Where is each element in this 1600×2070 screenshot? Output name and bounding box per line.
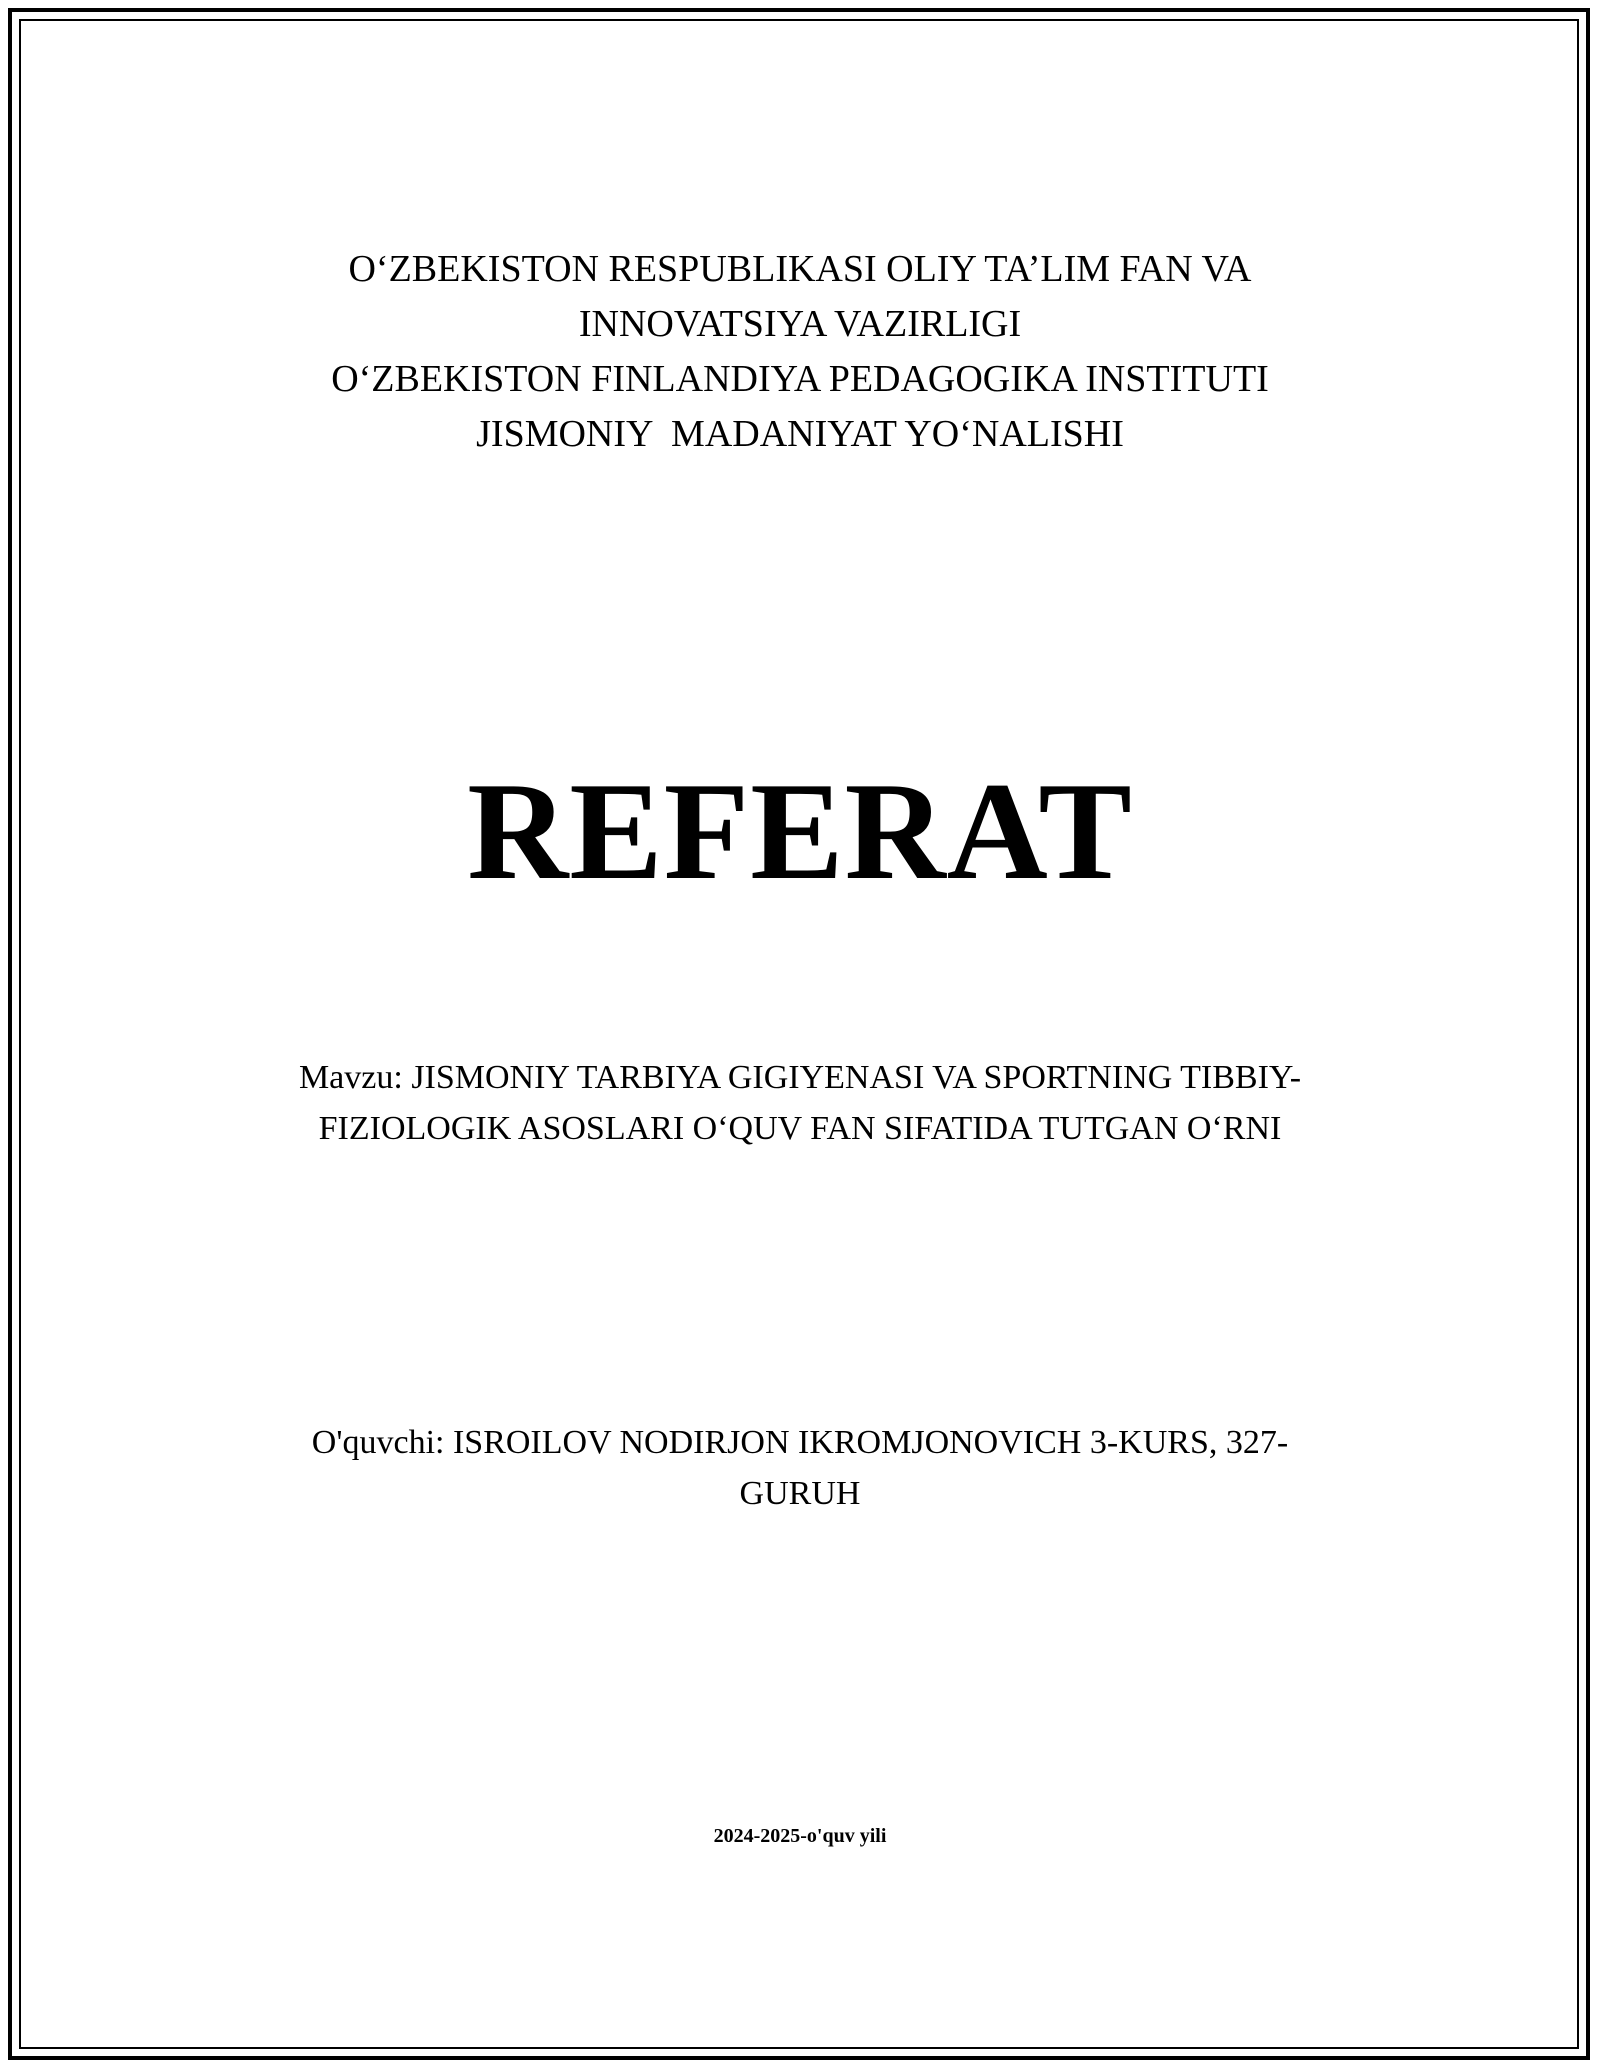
student-block [0,1417,1600,1519]
student-line-1: O'quvchi: ISROILOV NODIRJON IKROMJONOVICH 3-KURS, 327- [311,1424,1289,1461]
topic-line-2: FIZIOLOGIK ASOSLARI O‘QUV FAN SIFATIDA TUTGAN O‘RNI [318,1110,1282,1147]
header-line-ministry-2: INNOVATSIYA VAZIRLIGI [578,303,1022,345]
institution-header [0,242,1600,462]
academic-year: 2024-2025-o'quv yili [713,1825,887,1847]
document-title: REFERAT [467,754,1133,909]
topic-block [0,1052,1600,1154]
header-line-department: JISMONIY MADANIYAT YO‘NALISHI [476,413,1124,455]
header-line-ministry-1: O‘ZBEKISTON RESPUBLIKASI OLIY TA’LIM FAN VA [348,248,1252,290]
topic-line-1: Mavzu: JISMONIY TARBIYA GIGIYENASI VA SPORTNING TIBBIY- [298,1059,1302,1096]
student-line-2: GURUH [739,1475,861,1512]
header-line-institute: O‘ZBEKISTON FINLANDIYA PEDAGOGIKA INSTITUTI [331,358,1269,400]
